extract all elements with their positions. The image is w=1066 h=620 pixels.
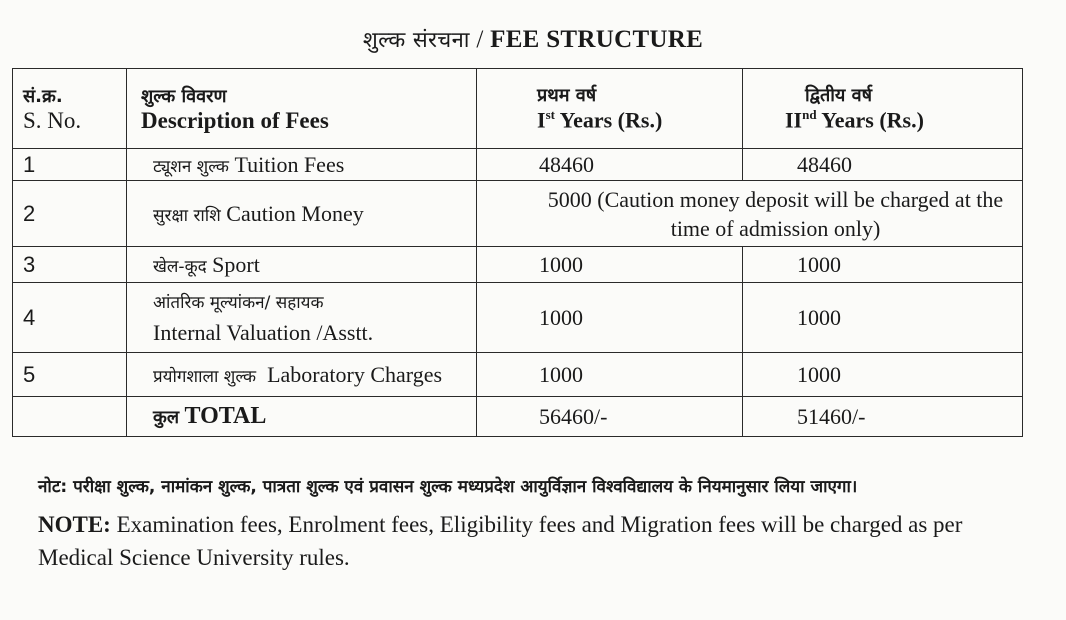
note-english [38,508,1028,574]
header-sno-english: S. No. [23,107,82,133]
table-row [13,283,1023,353]
row-description-english: Tuition Fees [234,151,345,177]
header-first-year-english [537,107,736,133]
table-header-row [13,69,1023,149]
row-description [127,247,477,283]
title-separator: / [469,26,491,53]
row-sno: 1 [13,149,127,181]
fee-structure-table [12,68,1023,437]
row-description-hindi: प्रयोगशाला शुल्क [153,366,257,387]
note-english-text: Examination fees, Enrolment fees, Eligibility fees and Migration fees will be charged as per Medical Science University rules. [38,512,963,570]
total-sno-empty [13,397,127,437]
row-first-year: 1000 [477,353,743,397]
total-label-english: TOTAL [184,403,267,429]
row-description-hindi: खेल-कूद [153,256,207,277]
header-description-hindi: शुल्क विवरण [141,85,227,107]
header-second-year-english [785,107,1016,133]
note-english-label: NOTE: [38,512,111,537]
row-description-english: Caution Money [226,200,364,226]
header-sno-hindi: सं.क्र. [23,85,63,107]
header-second-year-sup: nd [802,107,817,123]
header-first-year-sup: st [545,107,555,123]
row-second-year: 1000 [743,353,1023,397]
header-first-year-num: I [537,107,546,133]
header-second-year-num: II [785,107,803,133]
title-english: FEE STRUCTURE [490,26,704,53]
row-first-year: 48460 [477,149,743,181]
page-title [0,24,1066,54]
row-description-english: Internal Valuation /Asstt. [153,319,374,345]
row-description-hindi: ट्यूशन शुल्क [153,156,229,177]
header-second-year [743,69,1023,149]
total-second-year: 51460/- [743,397,1023,437]
header-second-year-rest: Years (Rs.) [816,107,924,133]
notes-section [38,470,1028,574]
table-total-row [13,397,1023,437]
row-first-year: 1000 [477,247,743,283]
table-row [13,353,1023,397]
row-description [127,149,477,181]
table-row [13,247,1023,283]
row-description [127,181,477,247]
table-row [13,149,1023,181]
table-row [13,181,1023,247]
header-first-year-rest: Years (Rs.) [554,107,663,133]
row-sno: 4 [13,283,127,353]
header-second-year-hindi: द्वितीय वर्ष [805,85,873,107]
row-description-hindi: आंतरिक मूल्यांकन/ सहायक [153,292,324,313]
header-first-year [477,69,743,149]
row-second-year: 1000 [743,283,1023,353]
row-first-year: 1000 [477,283,743,353]
row-description-hindi: सुरक्षा राशि [153,205,221,226]
header-description-english: Description of Fees [141,107,329,133]
row-sno: 2 [13,181,127,247]
title-hindi: शुल्क संरचना [362,28,470,53]
row-merged-value: 5000 (Caution money deposit will be charged at the time of admission only) [477,181,1023,247]
row-sno: 5 [13,353,127,397]
note-hindi: नोट: परीक्षा शुल्क, नामांकन शुल्क, पात्रता शुल्क एवं प्रवासन शुल्क मध्यप्रदेश आयुर्विज्ञान विश्वविद्यालय के नियमानुसार लिया जाएगा। [38,477,858,497]
row-second-year: 48460 [743,149,1023,181]
row-description-english: Sport [212,251,260,277]
header-description [127,69,477,149]
row-description [127,283,477,353]
row-second-year: 1000 [743,247,1023,283]
row-description-english: Laboratory Charges [267,361,443,387]
row-description [127,353,477,397]
row-sno: 3 [13,247,127,283]
total-label [127,397,477,437]
header-sno [13,69,127,149]
total-first-year: 56460/- [477,397,743,437]
header-first-year-hindi: प्रथम वर्ष [537,85,597,107]
total-label-hindi: कुल [153,407,180,428]
